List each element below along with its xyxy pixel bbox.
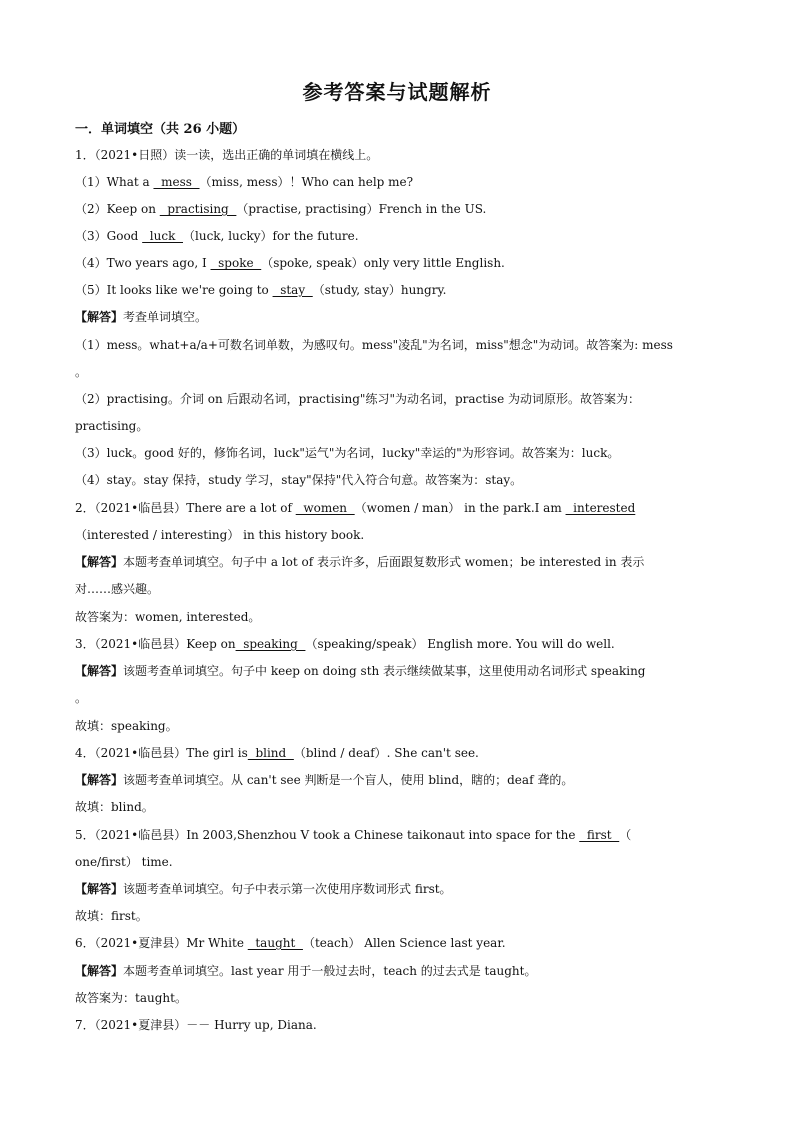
answer-blank: luck bbox=[142, 229, 183, 243]
q1-explanation-1-cont: 。 bbox=[75, 365, 88, 379]
q5-line-1: 5．（2021•临邑县）In 2003,Shenzhou V took a Chinese taikonaut into space for the first （ bbox=[75, 828, 632, 842]
q1-sentence-5: （5）It looks like we're going to stay （study, stay）hungry. bbox=[75, 283, 447, 297]
q6-line: 6．（2021•夏津县）Mr White taught （teach） Allen Science last year. bbox=[75, 936, 506, 950]
q4-line: 4．（2021•临邑县）The girl is blind （blind / deaf）. She can't see. bbox=[75, 746, 479, 760]
q4-solution: 【解答】该题考查单词填空。从 can't see 判断是一个盲人，使用 blind，瞎的；deaf 聋的。 bbox=[75, 773, 574, 787]
q6-solution: 【解答】本题考查单词填空。last year 用于一般过去时，teach 的过去式是 taught。 bbox=[75, 964, 537, 978]
answer-blank: practising bbox=[159, 202, 237, 216]
answer-blank: mess bbox=[153, 175, 200, 189]
solution-tag: 【解答】 bbox=[75, 555, 124, 569]
answer-blank: taught bbox=[247, 936, 303, 950]
q2-line-2: （interested / interesting） in this history book. bbox=[75, 528, 365, 542]
q2-line-1: 2．（2021•临邑县）There are a lot of women （women / man） in the park.I am interested bbox=[75, 501, 636, 515]
q3-answer: 故填：speaking。 bbox=[75, 719, 178, 733]
answer-blank: speaking bbox=[235, 637, 306, 651]
q1-explanation-4: （4）stay。stay 保持，study 学习，stay"保持"代入符合句意。故答案为：stay。 bbox=[75, 473, 523, 487]
q1-explanation-2-cont: practising。 bbox=[75, 419, 149, 433]
answer-blank: women bbox=[295, 501, 355, 515]
q7-header: 7．（2021•夏津县）－－ Hurry up, Diana. bbox=[75, 1018, 317, 1032]
q3-solution: 【解答】该题考查单词填空。句子中 keep on doing sth 表示继续做某事，这里使用动名词形式 speaking bbox=[75, 664, 646, 678]
q2-solution-cont: 对……感兴趣。 bbox=[75, 582, 160, 596]
page-title: 参考答案与试题解析 bbox=[302, 80, 492, 104]
q2-solution: 【解答】本题考查单词填空。句子中 a lot of 表示许多，后面跟复数形式 women；be interested in 表示 bbox=[75, 555, 645, 569]
answer-blank: first bbox=[579, 828, 620, 842]
solution-tag: 【解答】 bbox=[75, 664, 124, 678]
q1-sentence-2: （2）Keep on practising （practise, practising）French in the US. bbox=[75, 202, 487, 216]
q1-sentence-1: （1）What a mess （miss, mess）！Who can help me? bbox=[75, 175, 414, 189]
q1-sentence-3: （3）Good luck （luck, lucky）for the future. bbox=[75, 229, 359, 243]
q1-solution-label: 【解答】考查单词填空。 bbox=[75, 310, 208, 324]
q6-answer: 故答案为：taught。 bbox=[75, 991, 187, 1005]
q5-line-2: one/first） time. bbox=[75, 855, 173, 869]
q2-answer: 故答案为：women, interested。 bbox=[75, 610, 261, 624]
solution-tag: 【解答】 bbox=[75, 310, 124, 324]
answer-blank: blind bbox=[247, 746, 294, 760]
q5-answer: 故填：first。 bbox=[75, 909, 148, 923]
solution-tag: 【解答】 bbox=[75, 964, 124, 978]
q1-explanation-3: （3）luck。good 好的，修饰名词，luck"运气"为名词，lucky"幸运的"为形容词。故答案为：luck。 bbox=[75, 446, 620, 460]
q3-line: 3．（2021•临邑县）Keep on speaking （speaking/speak） English more. You will do well. bbox=[75, 637, 615, 651]
solution-tag: 【解答】 bbox=[75, 882, 124, 896]
q1-explanation-2: （2）practising。介词 on 后跟动名词，practising"练习"为动名词，practise 为动词原形。故答案为： bbox=[75, 392, 641, 406]
q5-solution: 【解答】该题考查单词填空。句子中表示第一次使用序数词形式 first。 bbox=[75, 882, 452, 896]
solution-tag: 【解答】 bbox=[75, 773, 124, 787]
answer-blank: interested bbox=[565, 501, 636, 515]
q1-header: 1．（2021•日照）读一读，选出正确的单词填在横线上。 bbox=[75, 148, 379, 162]
answer-blank: stay bbox=[272, 283, 313, 297]
q4-answer: 故填：blind。 bbox=[75, 800, 154, 814]
answer-blank: spoke bbox=[210, 256, 262, 270]
q1-explanation-1: （1）mess。what+a/a+可数名词单数，为感叹句。mess"凌乱"为名词，miss"想念"为动词。故答案为: mess bbox=[75, 338, 673, 352]
q3-solution-cont: 。 bbox=[75, 691, 88, 705]
section-heading: 一．单词填空（共 26 小题） bbox=[75, 122, 246, 137]
q1-sentence-4: （4）Two years ago, I spoke （spoke, speak）only very little English. bbox=[75, 256, 505, 270]
